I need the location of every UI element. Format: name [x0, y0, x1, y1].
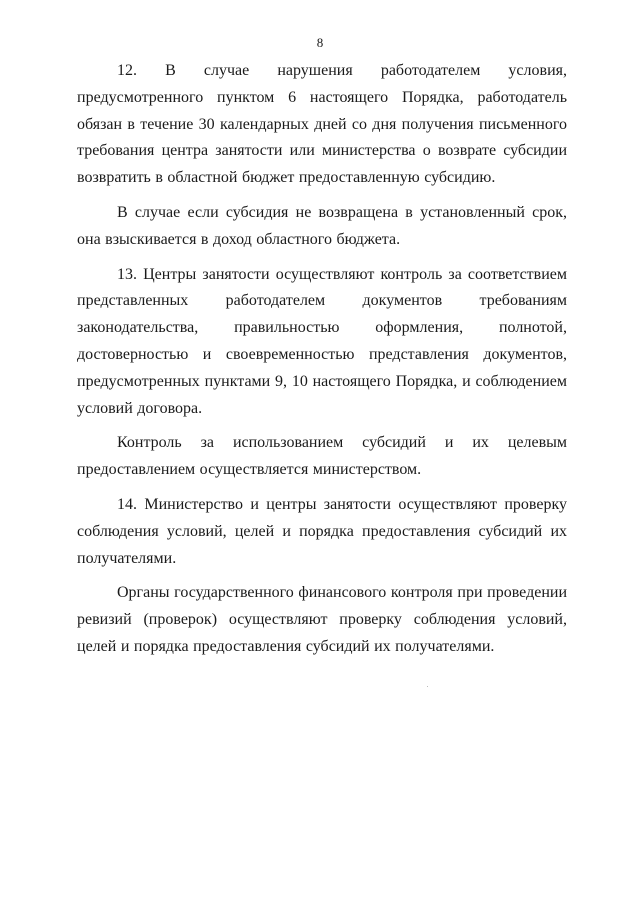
paragraph-13-control: Контроль за использованием субсидий и их целевым предоставлением осуществляется министерством.: [77, 434, 567, 479]
scan-speck: [427, 686, 428, 687]
paragraph-12: 12. В случае нарушения работодателем условия, предусмотренного пунктом 6 настоящего Порядка, работодатель обязан в течение 30 календарных дней со дня получения письменного требования центра занятости или министерства о возврате субсидии возвратить в областной бюджет предоставленную субсидию.: [77, 62, 567, 187]
page-number: 8: [316, 35, 324, 50]
paragraph-14-audit: Органы государственного финансового контроля при проведении ревизий (проверок) осуществляют проверку соблюдения условий, целей и порядка предоставления субсидий их получателями.: [77, 584, 567, 655]
document-body: [77, 58, 567, 661]
paragraph-12-recovery: В случае если субсидия не возвращена в установленный срок, она взыскивается в доход областного бюджета.: [77, 203, 567, 248]
paragraph-14: 14. Министерство и центры занятости осуществляют проверку соблюдения условий, целей и порядка предоставления субсидий их получателями.: [77, 495, 567, 567]
paragraph-13: 13. Центры занятости осуществляют контроль за соответствием представленных работодателем документов требованиям законодательства, правильностью оформления, полнотой, достоверностью и своевременностью представления документов, предусмотренных пунктами 9, 10 настоящего Порядка, и соблюдением условий договора.: [77, 265, 567, 417]
